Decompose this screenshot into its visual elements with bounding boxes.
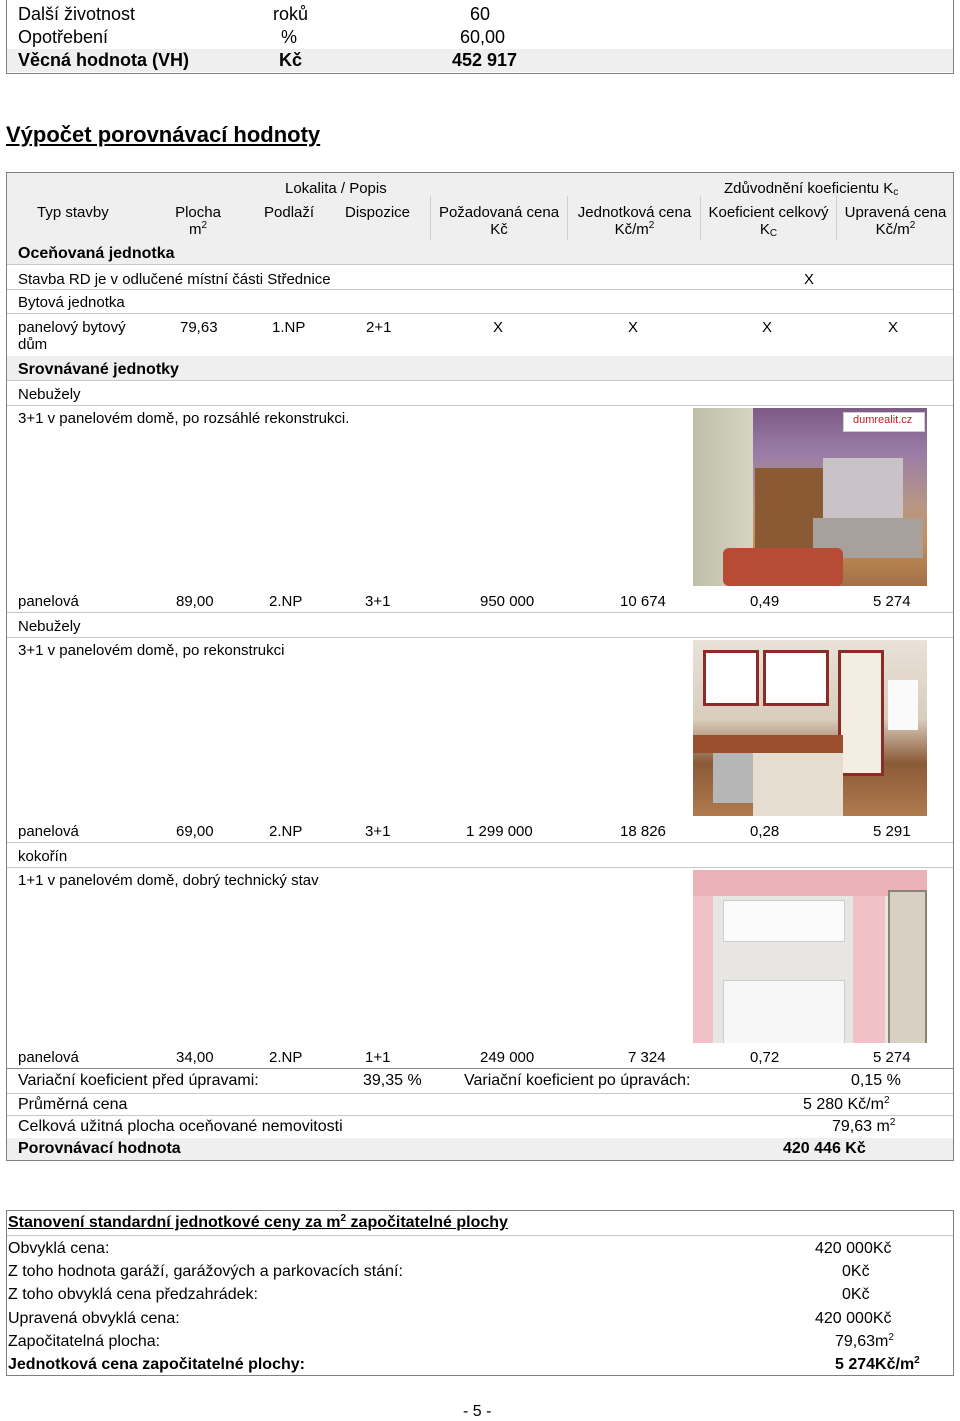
header-locality: Lokalita / Popis [285,180,387,197]
valued-x2: X [628,319,639,336]
std-row2-label: Z toho hodnota garáží, garážových a parkovacích stání: [8,1263,403,1280]
item2-area: 69,00 [176,823,214,840]
item3-desc: 1+1 v panelovém domě, dobrý technický stav [18,872,319,889]
wear-label: Opotřebení [18,27,109,47]
std-row5-label: Započitatelná plocha: [8,1333,161,1350]
life-label: Další životnost [18,4,136,24]
item3-type: panelová [18,1049,79,1066]
valued-x1: X [493,319,504,336]
item2-floor: 2.NP [269,823,303,840]
std-row6-label: Jednotková cena započitatelné plochy: [8,1356,305,1373]
item2-adj: 5 291 [873,823,911,840]
wear-value: 60,00 [460,27,506,47]
item2-unit-price: 18 826 [620,823,666,840]
item1-photo-watermark: dumrealit.cz [853,414,913,426]
col-jednotkova: Jednotková cena $Kč/m^2$ [577,204,692,238]
var-before-value: 39,35 % [363,1072,422,1089]
compared-title: Srovnávané jednotky [18,361,179,378]
section-title: Výpočet porovnávací hodnoty [6,122,321,147]
item2-desc: 3+1 v panelovém domě, po rekonstrukci [18,642,285,659]
item1-unit-price: 10 674 [620,593,666,610]
std-row3-value: 0Kč [842,1286,870,1303]
valued-x4: X [888,319,899,336]
valued-layout: 2+1 [366,319,392,336]
item3-koef: 0,72 [750,1049,780,1066]
std-row6-value: 5 $274Kč/m^2$ [835,1355,920,1373]
col-pozadovana: Požadovaná cena Kč [438,204,560,238]
vh-unit: Kč [279,50,303,70]
col-koeficient: Koeficient celkový $K_C$ [708,204,829,239]
col-plocha: Plocha $m^2$ [175,204,221,238]
item3-layout: 1+1 [365,1049,391,1066]
avg-value: 5 280 $Kč/m^2$ [803,1095,890,1113]
col-upravena: Upravená cena $Kč/m^2$ [844,204,947,238]
total-area-value: 79,63 $m^2$ [832,1117,896,1135]
item3-photo [693,870,927,1043]
valued-floor: 1.NP [272,319,306,336]
col-typ: Typ stavby [37,204,109,221]
page-number: - 5 - [463,1403,492,1420]
vh-label: Věcná hodnota (VH) [18,50,190,70]
std-row2-value: 0Kč [842,1263,870,1280]
item1-desc: 3+1 v panelovém domě, po rozsáhlé rekonstrukci. [18,410,350,427]
vh-value: 452 917 [452,50,518,70]
comp-value-label: Porovnávací hodnota [18,1140,181,1157]
item2-koef: 0,28 [750,823,780,840]
valued-x3: X [762,319,773,336]
std-row3-label: Z toho obvyklá cena předzahrádek: [8,1286,258,1303]
item1-type: panelová [18,593,79,610]
header-coef-reason: Zdůvodnění koeficientu $K_c$ [724,180,899,198]
valued-line1: Stavba RD je v odlučené místní části Střednice [18,271,331,288]
item1-price: 950 000 [480,593,535,610]
var-before-label: Variační koeficient před úpravami: [18,1072,259,1089]
std-row4-value: 420 000Kč [815,1310,892,1327]
item1-floor: 2.NP [269,593,303,610]
item3-adj: 5 274 [873,1049,911,1066]
valued-line2: Bytová jednotka [18,294,125,311]
item2-type: panelová [18,823,79,840]
std-row1-value: 420 000Kč [815,1240,892,1257]
item2-layout: 3+1 [365,823,391,840]
std-row5-value: $79,63m^2$ [835,1332,894,1350]
item1-place: Nebužely [18,386,81,403]
item1-area: 89,00 [176,593,214,610]
item2-photo [693,640,927,816]
valued-area: 79,63 [180,319,218,336]
col-podlazi: Podlaží [264,204,315,221]
item1-koef: 0,49 [750,593,780,610]
valued-line1-x: X [804,271,815,288]
valued-type: panelový bytový dům [18,319,126,353]
std-row4-label: Upravená obvyklá cena: [8,1310,180,1327]
comp-value: 420 446 Kč [783,1140,866,1157]
item3-unit-price: 7 324 [628,1049,666,1066]
var-after-label: Variační koeficient po úpravách: [464,1072,691,1089]
item3-floor: 2.NP [269,1049,303,1066]
avg-label: Průměrná cena [18,1096,128,1113]
var-after-value: 0,15 % [851,1072,901,1089]
item3-price: 249 000 [480,1049,535,1066]
total-area-label: Celková užitná plocha oceňované nemovitosti [18,1118,343,1135]
item1-adj: 5 274 [873,593,911,610]
std-row1-label: Obvyklá cena: [8,1240,110,1257]
item3-area: 34,00 [176,1049,214,1066]
valued-title: Oceňovaná jednotka [18,245,175,262]
life-value: 60 [470,4,491,24]
item3-place: kokořín [18,848,68,865]
item2-place: Nebužely [18,618,81,635]
col-dispozice: Dispozice [345,204,411,221]
item1-photo [693,408,927,586]
item1-layout: 3+1 [365,593,391,610]
life-unit: roků [273,4,309,24]
item2-price: 1 299 000 [466,823,533,840]
wear-unit: % [281,27,298,47]
std-title: Stanovení standardní jednotkové ceny za $m^2$ započitatelné plochy [8,1213,508,1231]
